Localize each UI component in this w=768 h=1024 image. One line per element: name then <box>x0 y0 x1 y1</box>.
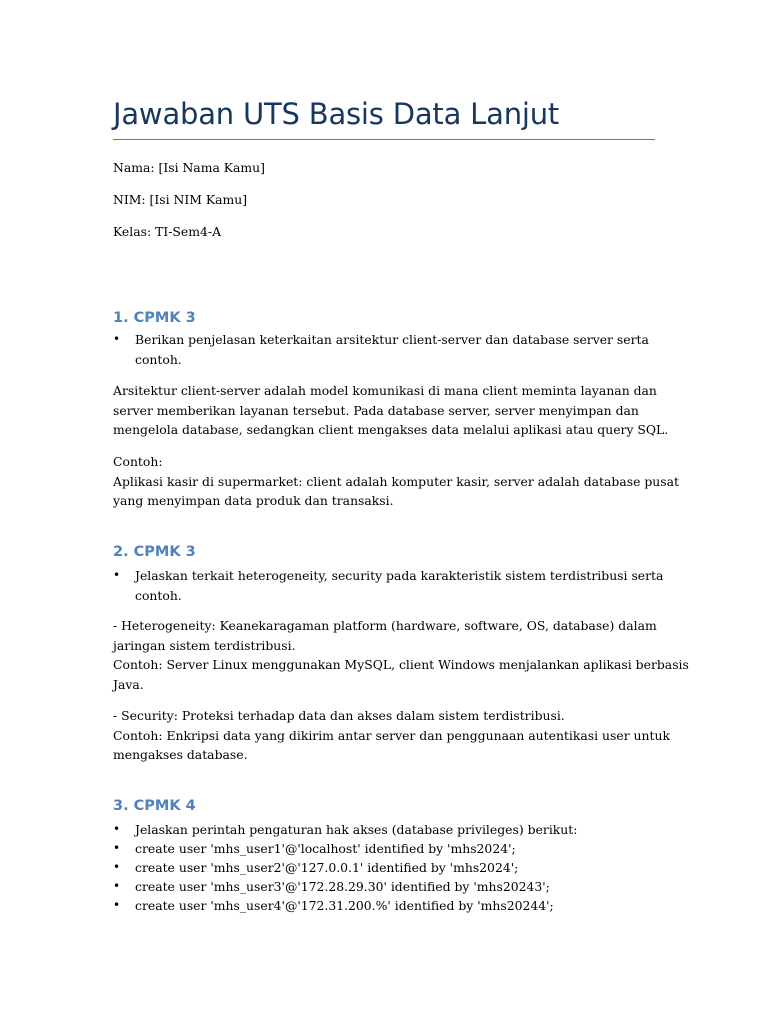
paragraph <box>113 616 689 694</box>
title-underline <box>113 139 655 140</box>
bullet-icon: • <box>113 841 121 855</box>
bullet-icon: • <box>113 822 121 836</box>
info-kelas: Kelas: TI-Sem4-A <box>113 224 222 239</box>
section-heading-1: 1. CPMK 3 <box>113 310 196 326</box>
bullet-text: Jelaskan perintah pengaturan hak akses (database privileges) berikut: <box>135 822 578 837</box>
section-heading-2: 2. CPMK 3 <box>113 544 196 560</box>
bullet-icon: • <box>113 879 121 893</box>
bullet-text: create user 'mhs_user4'@'172.31.200.%' identified by 'mhs20244'; <box>135 898 554 913</box>
bullet-text: Jelaskan terkait heterogeneity, security pada karakteristik sistem terdistribusi serta <box>135 568 664 583</box>
paragraph-line: Contoh: Enkripsi data yang dikirim antar server dan penggunaan autentikasi user untuk <box>113 727 670 743</box>
bullet-icon: • <box>113 860 121 874</box>
section-heading-3: 3. CPMK 4 <box>113 798 196 814</box>
bullet-text: contoh. <box>135 351 182 367</box>
bullet-text: create user 'mhs_user1'@'localhost' identified by 'mhs2024'; <box>135 841 516 856</box>
paragraph-line: yang menyimpan data produk dan transaksi. <box>113 493 394 508</box>
document-title: Jawaban UTS Basis Data Lanjut <box>113 97 560 131</box>
paragraph-line: Java. <box>113 676 144 692</box>
bullet-text: create user 'mhs_user3'@'172.28.29.30' identified by 'mhs20243'; <box>135 879 550 894</box>
paragraph-line: Arsitektur client-server adalah model komunikasi di mana client meminta layanan dan <box>113 383 657 398</box>
bullet-icon: • <box>113 568 121 582</box>
bullet-icon: • <box>113 332 121 346</box>
paragraph <box>113 706 670 765</box>
paragraph-line: server memberikan layanan tersebut. Pada database server, server menyimpan dan <box>113 402 639 418</box>
bullet-text: contoh. <box>135 587 182 603</box>
bullet-text: Berikan penjelasan keterkaitan arsitektur client-server dan database server serta <box>135 332 649 347</box>
paragraph-line: - Heterogeneity: Keanekaragaman platform (hardware, software, OS, database) dalam <box>113 618 657 633</box>
paragraph-line: Contoh: <box>113 454 163 469</box>
bullet-icon: • <box>113 898 121 912</box>
paragraph-line: Contoh: Server Linux menggunakan MySQL, client Windows menjalankan aplikasi berbasis <box>113 657 689 672</box>
info-nim: NIM: [Isi NIM Kamu] <box>113 192 248 207</box>
paragraph-line: mengelola database, sedangkan client mengakses data melalui aplikasi atau query SQL. <box>113 422 669 437</box>
bullet-text: create user 'mhs_user2'@'127.0.0.1' identified by 'mhs2024'; <box>135 860 519 875</box>
paragraph-line: Aplikasi kasir di supermarket: client adalah komputer kasir, server adalah database pusat <box>113 473 679 489</box>
paragraph-line: jaringan sistem terdistribusi. <box>113 637 296 653</box>
paragraph <box>113 381 668 440</box>
paragraph-line: mengakses database. <box>113 747 248 762</box>
info-nama: Nama: [Isi Nama Kamu] <box>113 160 265 175</box>
paragraph-line: - Security: Proteksi terhadap data dan akses dalam sistem terdistribusi. <box>113 708 565 723</box>
paragraph <box>113 452 679 511</box>
